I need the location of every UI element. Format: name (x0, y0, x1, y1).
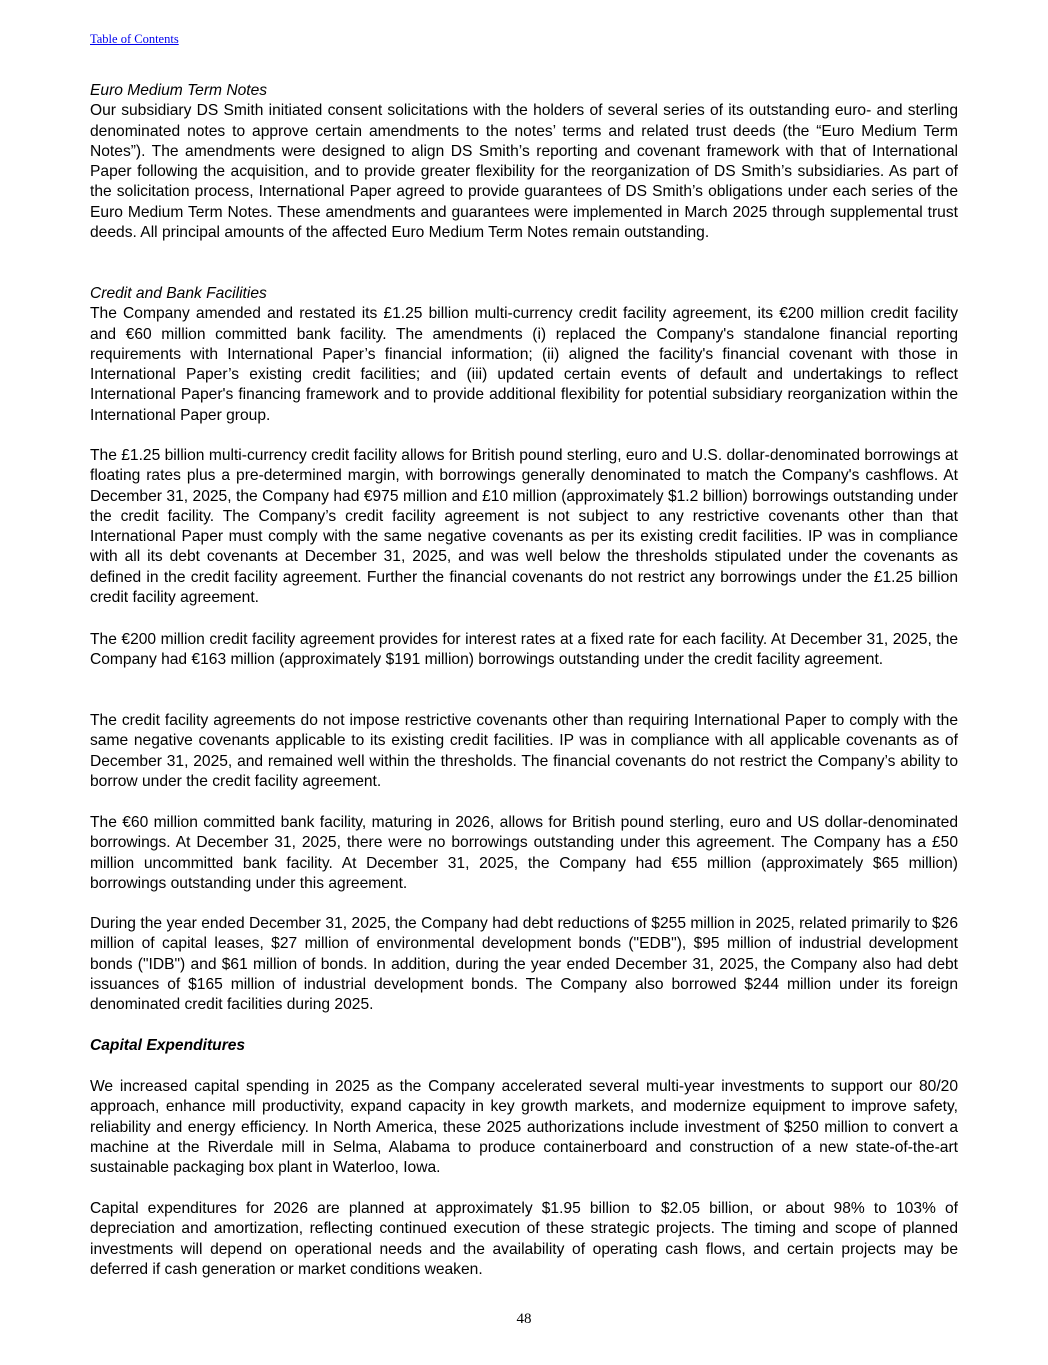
paragraph-60m-bank-facility: The €60 million committed bank facility, maturing in 2026, allows for British pound sterling, euro and US dollar-denominated borrowings. At December 31, 2025, there were no borrowings outstanding under this agreement. The Company has a £50 million uncommitted bank facility. At December 31, 2025, the Company had €55 million (approximately $65 million) borrowings outstanding under this agreement. (90, 814, 958, 892)
paragraph-capex-2025: We increased capital spending in 2025 as the Company accelerated several multi-year investments to support our 80/20 approach, enhance mill productivity, expand capacity in key growth markets, and modernize equipment to improve safety, reliability and energy efficiency. In North America, these 2025 authorizations include investment of $250 million to convert a machine at the Riverdale mill in Selma, Alabama to produce containerboard and construction of a new state-of-the-art sustainable packaging box plant in Waterloo, Iowa. (90, 1078, 958, 1177)
paragraph-200m-facility: The €200 million credit facility agreement provides for interest rates at a fixed rate for each facility. At December 31, 2025, the Company had €163 million (approximately $191 million) borrowings outstanding under the credit facility agreement. (90, 631, 958, 669)
credit-paragraph-block (90, 813, 958, 894)
paragraph-debt-reductions: During the year ended December 31, 2025, the Company had debt reductions of $255 million in 2025, related primarily to $26 million of capital leases, $27 million of environmental development bonds ("EDB"), $95 million of industrial development bonds ("IDB") and $61 million of bonds. In addition, during the year ended December 31, 2025, the Company also had debt issuances of $165 million of industrial development bonds. The Company also borrowed $244 million under its foreign denominated credit facilities during 2025. (90, 915, 958, 1014)
capital-expenditures-section (90, 1036, 958, 1056)
section-heading-capital-expenditures: Capital Expenditures (90, 1037, 246, 1054)
paragraph-emtn: Our subsidiary DS Smith initiated consent solicitations with the holders of several series of its outstanding euro- and sterling denominated notes to approve certain amendments to the notes’ terms and related trust deeds (the “Euro Medium Term Notes”). The amendments were designed to align DS Smith’s reporting and covenant framework with that of International Paper following the acquisition, and to provide greater flexibility for the reorganization of DS Smith’s subsidiaries. As part of the solicitation process, International Paper agreed to provide guarantees of DS Smith’s obligations under each series of the Euro Medium Term Notes. These amendments and guarantees were implemented in March 2025 through supplemental trust deeds. All principal amounts of the affected Euro Medium Term Notes remain outstanding. (90, 102, 958, 242)
capex-paragraph-block (90, 1077, 958, 1178)
paragraph-capex-2026: Capital expenditures for 2026 are planned at approximately $1.95 billion to $2.05 billion, or about 98% to 103% of depreciation and amortization, reflecting continued execution of these strategic projects. The timing and scope of planned investments will depend on operational needs and the availability of operating cash flows, and certain projects may be deferred if cash generation or market conditions weaken. (90, 1200, 958, 1278)
capex-paragraph-block (90, 1199, 958, 1280)
credit-bank-facilities-section (90, 284, 958, 426)
credit-paragraph-block (90, 914, 958, 1015)
table-of-contents-link[interactable]: Table of Contents (90, 32, 179, 46)
credit-paragraph-block (90, 446, 958, 608)
euro-medium-term-notes-section (90, 81, 958, 243)
page-number: 48 (516, 1311, 532, 1327)
credit-paragraph-block (90, 630, 958, 671)
section-heading-credit-bank-facilities: Credit and Bank Facilities (90, 285, 267, 302)
section-heading-euro-medium-term-notes: Euro Medium Term Notes (90, 82, 268, 99)
paragraph-credit-amendments: The Company amended and restated its £1.25 billion multi-currency credit facility agreement, its €200 million credit facility and €60 million committed bank facility. The amendments (i) replaced the Company's standalone financial reporting requirements with International Paper’s financial information; (ii) aligned the facility's financial covenant with those in International Paper’s existing credit facilities; and (iii) updated certain events of default and undertakings to reflect International Paper's financing framework and to provide additional flexibility for potential subsidiary reorganization within the International Paper group. (90, 305, 958, 424)
paragraph-covenants: The credit facility agreements do not impose restrictive covenants other than requiring International Paper to comply with the same negative covenants applicable to its existing credit facilities. IP was in compliance with all applicable covenants as of December 31, 2025, and remained well within the thresholds. The financial covenants do not restrict the Company’s ability to borrow under the credit facility agreement. (90, 712, 958, 790)
paragraph-multicurrency-facility: The £1.25 billion multi-currency credit facility allows for British pound sterling, euro and U.S. dollar-denominated borrowings at floating rates plus a pre-determined margin, with borrowings generally denominated to match the Company's cashflows. At December 31, 2025, the Company had €975 million and £10 million (approximately $1.2 billion) borrowings outstanding under the credit facility. The Company’s credit facility agreement is not subject to any restrictive covenants other than that International Paper must comply with the same negative covenants as per its existing credit facilities. IP was in compliance with all its debt covenants at December 31, 2025, and was well below the thresholds stipulated under the covenants as defined in the credit facility agreement. Further the financial covenants do not restrict any borrowings under the £1.25 billion credit facility agreement. (90, 447, 958, 607)
credit-paragraph-block (90, 711, 958, 792)
